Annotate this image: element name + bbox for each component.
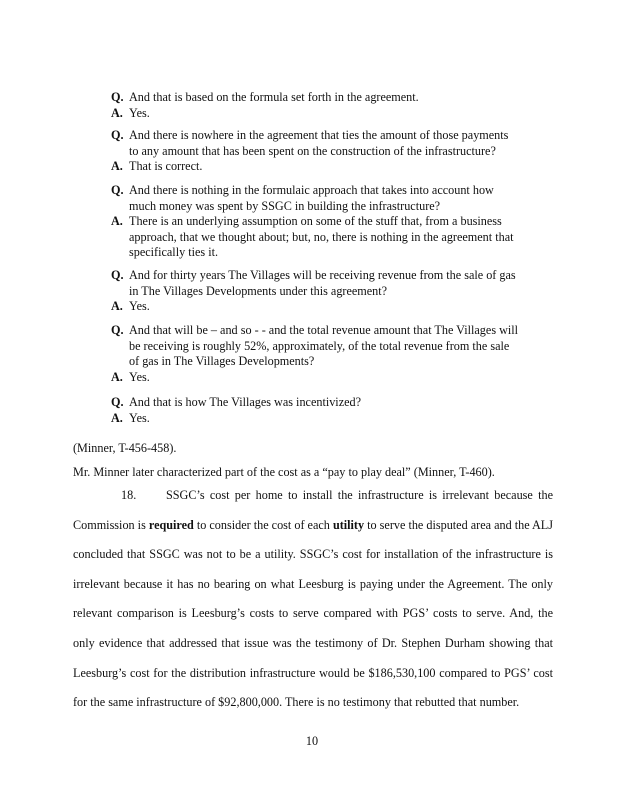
qa-block [111, 183, 531, 261]
citation: (Minner, T-456-458). [73, 441, 177, 455]
continuation-line: to any amount that has been spent on the construction of the infrastructure? [129, 143, 496, 158]
answer-line: A. Yes. [111, 105, 150, 120]
continuation-line: much money was spent by SSGC in building the infrastructure? [129, 198, 441, 213]
question-line: Q. And that is based on the formula set forth in the agreement. [111, 90, 419, 104]
qa-block [111, 90, 531, 121]
emphasis-required: required [148, 517, 194, 532]
continuation-line: approach, that we thought about; but, no, there is nothing in the agreement that [129, 229, 514, 244]
continuation-line: specifically ties it. [129, 245, 219, 260]
qa-block [111, 128, 531, 175]
qa-block [111, 323, 531, 385]
emphasis-utility: utility [332, 517, 365, 532]
continuation-line: of gas in The Villages Developments? [129, 354, 315, 369]
question-line: Q. And for thirty years The Villages will be receiving revenue from the sale of gas [111, 268, 516, 282]
minner-statement: Mr. Minner later characterized part of the cost as a “pay to play deal” (Minner, T-460). [73, 465, 495, 479]
answer-line: A. Yes. [111, 299, 150, 314]
answer-line: A. That is correct. [111, 159, 203, 174]
paragraph-18: 18. SSGC’s cost per home to install the infrastructure is irrelevant because the Commission is required to consider the cost of each utility to serve the disputed area and the ALJ concluded that SSGC was not to be a utility. SSGC’s cost for installation of the infrastructure is irrelevant because it has no bearing on what Leesburg is paying under the Agreement. The only relevant comparison is Leesburg’s costs to serve compared with PGS’ costs to serve. And, the only evidence that addressed that issue was the testimony of Dr. Stephen Durham showing that Leesburg’s cost for the distribution infrastructure would be $186,530,100 compared to PGS’ cost for the same infrastructure of $92,800,000. There is no testimony that rebutted that number. [73, 481, 553, 718]
qa-block [111, 395, 531, 426]
answer-line: A. Yes. [111, 369, 150, 384]
continuation-line: be receiving is roughly 52%, approximately, of the total revenue from the sale [129, 338, 510, 353]
answer-line: A. Yes. [111, 410, 150, 425]
qa-block [111, 268, 531, 315]
question-line: Q. And that will be – and so - - and the total revenue amount that The Villages will [111, 323, 519, 337]
question-line: Q. And there is nothing in the formulaic approach that takes into account how [111, 183, 494, 197]
page-number: 10 [305, 734, 319, 748]
continuation-line: in The Villages Developments under this agreement? [129, 283, 388, 298]
answer-line: A. There is an underlying assumption on some of the stuff that, from a business [111, 214, 502, 229]
question-line: Q. And there is nowhere in the agreement that ties the amount of those payments [111, 128, 509, 142]
question-line: Q. And that is how The Villages was incentivized? [111, 395, 362, 409]
paragraph-number: 18. [121, 488, 137, 502]
